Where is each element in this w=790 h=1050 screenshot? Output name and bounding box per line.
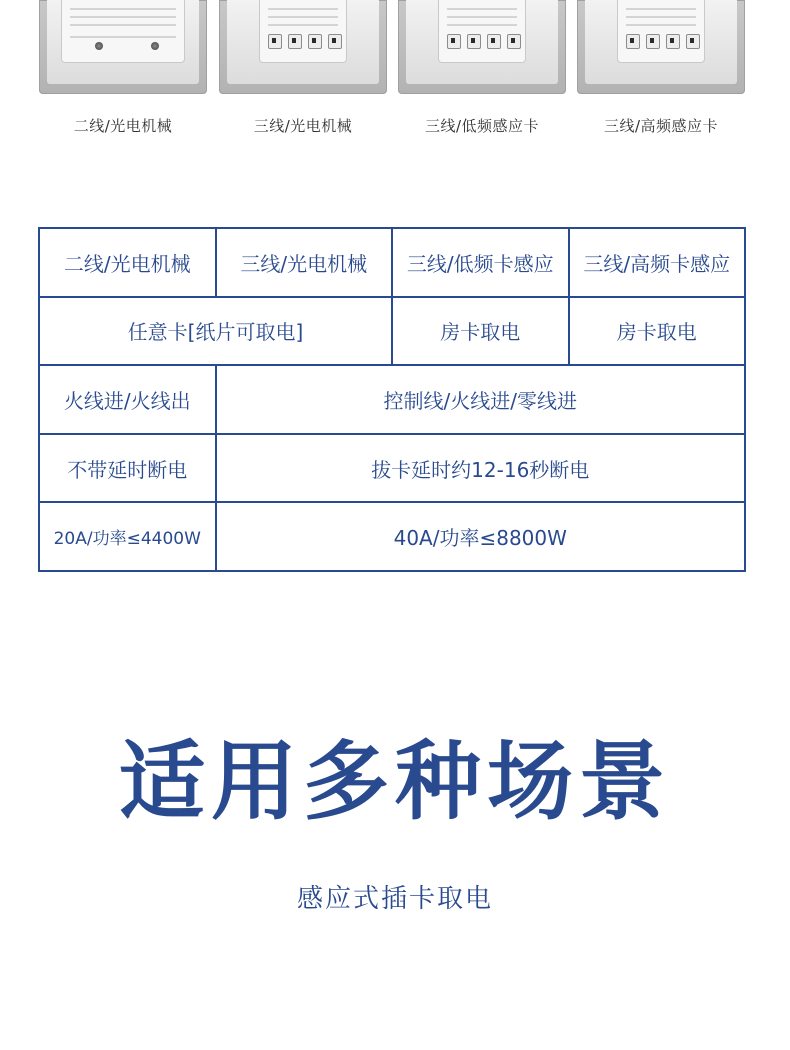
- product-label: 三线/高频感应卡: [603, 117, 719, 135]
- table-cell: 20A/功率≤4400W: [39, 502, 216, 571]
- table-row-card-type: [39, 297, 745, 366]
- terminal-icon: [328, 34, 342, 49]
- table-cell: 火线进/火线出: [39, 365, 216, 434]
- switch-module: [61, 0, 185, 63]
- product-images-row: [0, 0, 790, 140]
- table-cell: 三线/低频卡感应: [392, 228, 569, 297]
- switch-panel-image: [398, 0, 566, 94]
- table-row-wiring: [39, 365, 745, 434]
- product-three-wire-mechanical: [219, 0, 387, 135]
- switch-module: [438, 0, 526, 63]
- table-cell: 40A/功率≤8800W: [216, 502, 746, 571]
- table-row-delay: [39, 434, 745, 503]
- terminal-icon: [487, 34, 501, 49]
- terminal-icon: [467, 34, 481, 49]
- product-label: 二线/光电机械: [73, 117, 173, 135]
- terminal-icon: [686, 34, 700, 49]
- table-cell: 不带延时断电: [39, 434, 216, 503]
- switch-panel-image: [39, 0, 207, 94]
- section-subtitle: 感应式插卡取电: [296, 884, 493, 914]
- terminal-icon: [288, 34, 302, 49]
- table-row-header: [39, 228, 745, 297]
- terminal-icon: [626, 34, 640, 49]
- terminal-icon: [646, 34, 660, 49]
- screw-icon: [151, 42, 159, 50]
- switch-module: [617, 0, 705, 63]
- product-three-wire-low-frequency: [398, 0, 566, 135]
- terminal-icon: [268, 34, 282, 49]
- product-label: 三线/低频感应卡: [424, 117, 540, 135]
- terminal-icon: [666, 34, 680, 49]
- terminal-icon: [507, 34, 521, 49]
- table-cell: 二线/光电机械: [39, 228, 216, 297]
- terminal-icon: [447, 34, 461, 49]
- table-cell: 房卡取电: [392, 297, 569, 366]
- product-two-wire-mechanical: [39, 0, 207, 135]
- table-row-power: [39, 502, 745, 571]
- screw-icon: [95, 42, 103, 50]
- switch-panel-image: [577, 0, 745, 94]
- table-cell: 三线/光电机械: [216, 228, 393, 297]
- product-three-wire-high-frequency: [577, 0, 745, 135]
- table-cell: 拔卡延时约12-16秒断电: [216, 434, 746, 503]
- spec-comparison-table: [38, 227, 746, 572]
- table-cell: 房卡取电: [569, 297, 746, 366]
- table-cell: 三线/高频卡感应: [569, 228, 746, 297]
- product-label: 三线/光电机械: [253, 117, 353, 135]
- switch-module: [259, 0, 347, 63]
- section-title: 适用多种场景: [119, 732, 671, 832]
- terminal-icon: [308, 34, 322, 49]
- table-cell: 任意卡[纸片可取电]: [39, 297, 392, 366]
- table-cell: 控制线/火线进/零线进: [216, 365, 746, 434]
- switch-panel-image: [219, 0, 387, 94]
